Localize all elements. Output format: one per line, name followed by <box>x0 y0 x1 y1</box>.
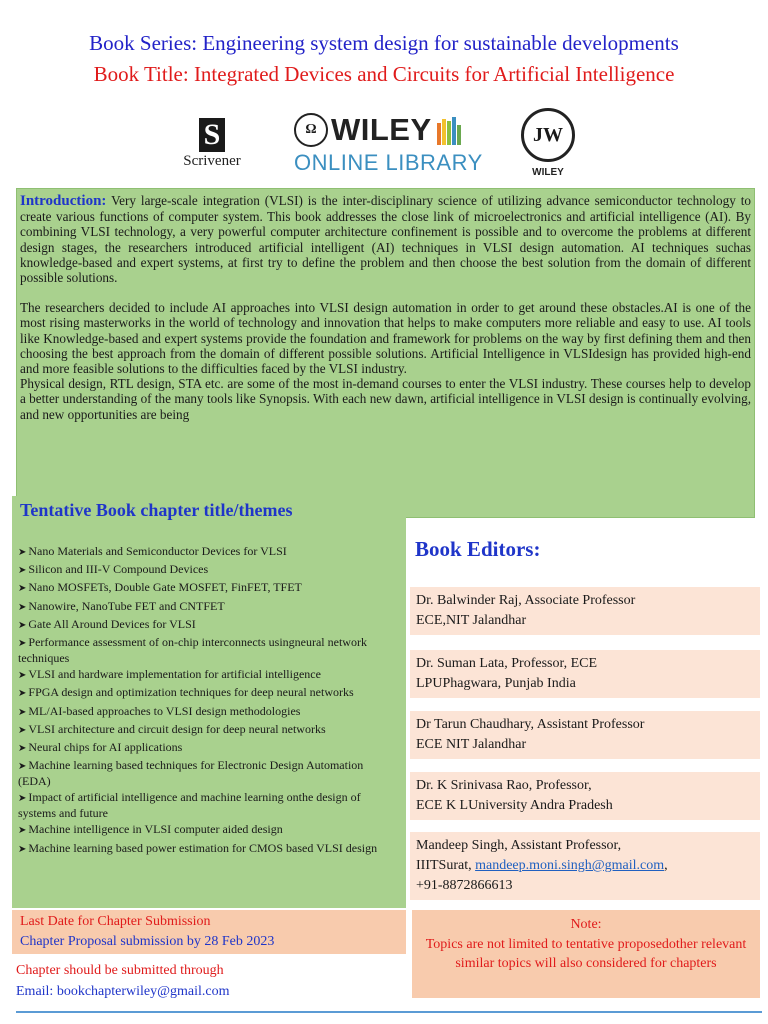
list-item: ➤ Neural chips for AI applications <box>18 739 183 754</box>
intro-paragraph-3: Physical design, RTL design, STA etc. are some of the most in-demand courses to enter the VLSI industry. These courses help to develop a better understanding of the many tools like Synopsis. With each new dawn, artificial intelligence in VLSI design is continually evolving, and new opportunities are being <box>20 376 751 422</box>
arrow-bullet-icon: ➤ <box>18 742 27 754</box>
editor-email-link[interactable]: mandeep.moni.singh@gmail.com <box>475 858 665 873</box>
submission-email[interactable]: Email: bookchapterwiley@gmail.com <box>16 984 230 999</box>
list-item: ➤ Nanowire, NanoTube FET and CNTFET <box>18 598 225 613</box>
arrow-bullet-icon: ➤ <box>18 724 27 736</box>
book-title-line: Book Title: Integrated Devices and Circuits for Artificial Intelligence <box>93 62 675 86</box>
arrow-bullet-icon: ➤ <box>18 583 27 595</box>
deadline-label: Last Date for Chapter Submission <box>20 914 211 929</box>
wiley-emblem-icon: Ω <box>294 113 328 147</box>
introduction-heading: Introduction: <box>20 193 107 209</box>
scrivener-logo <box>172 118 252 170</box>
arrow-bullet-icon: ➤ <box>18 565 27 577</box>
arrow-bullet-icon: ➤ <box>18 761 27 773</box>
list-item: ➤ VLSI and hardware implementation for artificial intelligence <box>18 667 321 682</box>
note-text: Topics are not limited to tentative proposedother relevant similar topics will also considered for chapters <box>425 936 747 971</box>
arrow-bullet-icon: ➤ <box>18 706 27 718</box>
wol-brand-text: WILEY <box>331 112 432 147</box>
chapter-themes-section <box>12 496 406 908</box>
proposal-deadline: Chapter Proposal submission by 28 Feb 2023 <box>20 934 275 949</box>
list-item: ➤ Impact of artificial intelligence and machine learning onthe design of systems and future <box>18 790 361 821</box>
note-label: Note: <box>570 917 602 932</box>
intro-paragraph-2: The researchers decided to include AI approaches into VLSI design automation in order to get around these obstacles.AI is one of the most rising masterworks in the world of technology and innovation that helps to make computers more reliable and easy to use. AI tools like Knowledge-based and expert systems provide the foundation and framework for problems on the way by first defining them and then choosing the best approach from the domain of different possible solutions. Artificial Intelligence in VLSIdesign has provided high-end and more feasible solutions to the difficulties faced by the VLSI industry. <box>20 300 751 377</box>
wiley-wordmark: WILEY <box>532 167 564 178</box>
scrivener-wordmark: Scrivener <box>183 153 241 169</box>
list-item: ➤ Machine learning based techniques for Electronic Design Automation (EDA) <box>18 758 364 789</box>
arrow-bullet-icon: ➤ <box>18 637 27 649</box>
bottom-divider <box>16 1011 762 1013</box>
arrow-bullet-icon: ➤ <box>18 843 27 855</box>
note-box <box>412 910 760 998</box>
themes-list <box>18 544 398 859</box>
books-icon <box>437 115 462 145</box>
editor-card: Dr. Suman Lata, Professor, ECE LPUPhagwara, Punjab India <box>410 650 760 698</box>
themes-heading: Tentative Book chapter title/themes <box>20 500 293 520</box>
list-item: ➤ Performance assessment of on-chip interconnects usingneural network techniques <box>18 634 367 665</box>
editor-card: Dr Tarun Chaudhary, Assistant Professor ECE NIT Jalandhar <box>410 711 760 759</box>
wiley-seal-icon: JW <box>521 108 575 162</box>
introduction-section <box>16 188 755 518</box>
list-item: ➤ VLSI architecture and circuit design for deep neural networks <box>18 721 326 736</box>
intro-paragraph-1: Very large-scale integration (VLSI) is the inter-disciplinary science of utilizing advance semiconductor technology to create various functions of computer system. This book addresses the close link of microelectronics and artificial intelligence (AI). By combining VLSI technology, a very powerful computer architecture confinement is possible and to overcome the problems at different design stages, the researchers introduced artificial intelligent (AI) techniques in VLSI design automation. AI techniques suchas knowledge-based and expert systems, at first try to define the problem and then choose the best solution from the domain of different possible solutions. <box>20 193 751 286</box>
list-item: ➤ ML/AI-based approaches to VLSI design methodologies <box>18 703 301 718</box>
scrivener-mark-icon: S <box>199 118 225 152</box>
editors-heading: Book Editors: <box>415 537 541 561</box>
list-item: ➤ Gate All Around Devices for VLSI <box>18 616 196 631</box>
wiley-online-library-logo <box>294 112 494 182</box>
submission-instruction: Chapter should be submitted through <box>16 963 224 978</box>
list-item: ➤ Silicon and III-V Compound Devices <box>18 562 209 577</box>
list-item: ➤ Machine learning based power estimation for CMOS based VLSI design <box>18 840 378 855</box>
list-item: ➤ Nano Materials and Semiconductor Devices for VLSI <box>18 544 287 558</box>
book-series-line: Book Series: Engineering system design for sustainable developments <box>89 31 679 55</box>
list-item: ➤ Machine intelligence in VLSI computer aided design <box>18 822 283 837</box>
editor-card: Mandeep Singh, Assistant Professor, IIITSurat, mandeep.moni.singh@gmail.com, +91-8872866613 <box>410 832 760 900</box>
list-item: ➤ FPGA design and optimization techniques for deep neural networks <box>18 685 354 700</box>
submission-info <box>16 960 230 1002</box>
arrow-bullet-icon: ➤ <box>18 793 27 805</box>
arrow-bullet-icon: ➤ <box>18 619 27 631</box>
editor-card: Dr. K Srinivasa Rao, Professor, ECE K LUniversity Andra Pradesh <box>410 772 760 820</box>
arrow-bullet-icon: ➤ <box>18 825 27 837</box>
editor-card: Dr. Balwinder Raj, Associate Professor ECE,NIT Jalandhar <box>410 587 760 635</box>
arrow-bullet-icon: ➤ <box>18 547 27 558</box>
arrow-bullet-icon: ➤ <box>18 670 27 682</box>
wol-tagline: ONLINE LIBRARY <box>294 150 483 175</box>
arrow-bullet-icon: ➤ <box>18 601 27 613</box>
arrow-bullet-icon: ➤ <box>18 688 27 700</box>
list-item: ➤ Nano MOSFETs, Double Gate MOSFET, FinFET, TFET <box>18 580 302 595</box>
editor-phone: +91-8872866613 <box>416 878 513 893</box>
wiley-logo <box>516 108 580 178</box>
deadline-box <box>12 910 406 954</box>
